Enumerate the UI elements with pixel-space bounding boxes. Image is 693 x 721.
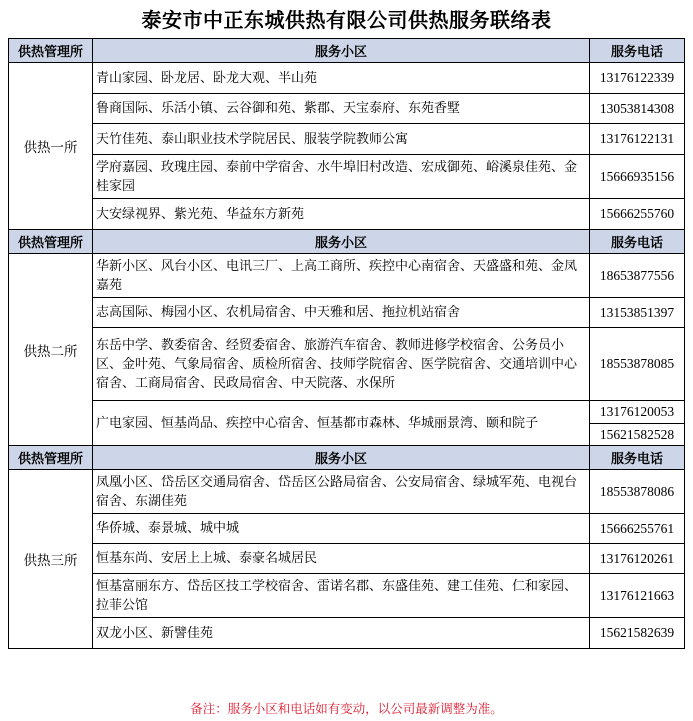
table-row (9, 254, 685, 298)
phone-number: 15621582639 (590, 618, 685, 649)
table-row (9, 63, 685, 94)
contact-table (8, 38, 685, 649)
table-row (9, 328, 685, 401)
table-row (9, 618, 685, 649)
service-area: 志高国际、梅园小区、农机局宿舍、中天雅和居、拖拉机站宿舍 (93, 298, 590, 328)
table-row (9, 155, 685, 199)
phone-number: 13153851397 (590, 298, 685, 328)
header-area: 服务小区 (93, 446, 590, 470)
station-name: 供热一所 (9, 63, 93, 230)
table-row (9, 124, 685, 155)
phone-number: 13176120261 (590, 544, 685, 574)
footnote: 备注：服务小区和电话如有变动，以公司最新调整为准。 (190, 701, 503, 716)
header-phone: 服务电话 (590, 230, 685, 254)
phone-number: 18553878086 (590, 470, 685, 514)
service-area: 恒基东尚、安居上上城、泰豪名城居民 (93, 544, 590, 574)
header-phone: 服务电话 (590, 39, 685, 63)
station-name: 供热二所 (9, 254, 93, 446)
service-area: 恒基富丽东方、岱岳区技工学校宿舍、雷诺名郡、东盛佳苑、建工佳苑、仁和家园、拉菲公馆 (93, 574, 590, 618)
table-row (9, 544, 685, 574)
service-area: 凤凰小区、岱岳区交通局宿舍、岱岳区公路局宿舍、公安局宿舍、绿城军苑、电视台宿舍、东湖佳苑 (93, 470, 590, 514)
phone-number: 15621582528 (590, 424, 685, 446)
phone-number: 13176122339 (590, 63, 685, 94)
service-area: 大安绿视界、紫光苑、华益东方新苑 (93, 199, 590, 230)
phone-number: 13176120053 (590, 401, 685, 424)
header-row (9, 39, 685, 63)
table-row (9, 470, 685, 514)
service-area: 学府嘉园、玫瑰庄园、泰前中学宿舍、水牛埠旧村改造、宏成御苑、峪溪泉佳苑、金桂家园 (93, 155, 590, 199)
table-row (9, 514, 685, 544)
phone-number: 13053814308 (590, 94, 685, 124)
table-row (9, 574, 685, 618)
header-row (9, 446, 685, 470)
service-area: 东岳中学、教委宿舍、经贸委宿舍、旅游汽车宿舍、教师进修学校宿舍、公务员小区、金叶苑、气象局宿舍、质检所宿舍、技师学院宿舍、医学院宿舍、交通培训中心宿舍、工商局宿舍、民政局宿舍、中天院落、水保所 (93, 328, 590, 401)
service-area: 青山家园、卧龙居、卧龙大观、半山苑 (93, 63, 590, 94)
phone-number: 13176122131 (590, 124, 685, 155)
phone-number: 18553878085 (590, 328, 685, 401)
service-area: 广电家园、恒基尚品、疾控中心宿舍、恒基都市森林、华城丽景湾、颐和院子 (93, 401, 590, 446)
header-area: 服务小区 (93, 39, 590, 63)
service-area: 双龙小区、新譬佳苑 (93, 618, 590, 649)
service-area: 天竹佳苑、泰山职业技术学院居民、服装学院教师公寓 (93, 124, 590, 155)
phone-number: 15666935156 (590, 155, 685, 199)
phone-number: 13176121663 (590, 574, 685, 618)
phone-number: 18653877556 (590, 254, 685, 298)
service-area: 华侨城、泰景城、城中城 (93, 514, 590, 544)
service-area: 华新小区、风台小区、电讯三厂、上高工商所、疾控中心南宿舍、天盛盛和苑、金凤嘉苑 (93, 254, 590, 298)
phone-number: 15666255761 (590, 514, 685, 544)
page-title: 泰安市中正东城供热有限公司供热服务联络表 (141, 8, 552, 32)
service-area: 鲁商国际、乐活小镇、云谷御和苑、紫郡、天宝泰府、东苑香墅 (93, 94, 590, 124)
table-row (9, 199, 685, 230)
header-area: 服务小区 (93, 230, 590, 254)
table-row (9, 94, 685, 124)
header-station: 供热管理所 (9, 230, 93, 254)
table-row (9, 401, 685, 424)
header-station: 供热管理所 (9, 39, 93, 63)
header-row (9, 230, 685, 254)
header-phone: 服务电话 (590, 446, 685, 470)
table-row (9, 298, 685, 328)
header-station: 供热管理所 (9, 446, 93, 470)
station-name: 供热三所 (9, 470, 93, 649)
phone-number: 15666255760 (590, 199, 685, 230)
